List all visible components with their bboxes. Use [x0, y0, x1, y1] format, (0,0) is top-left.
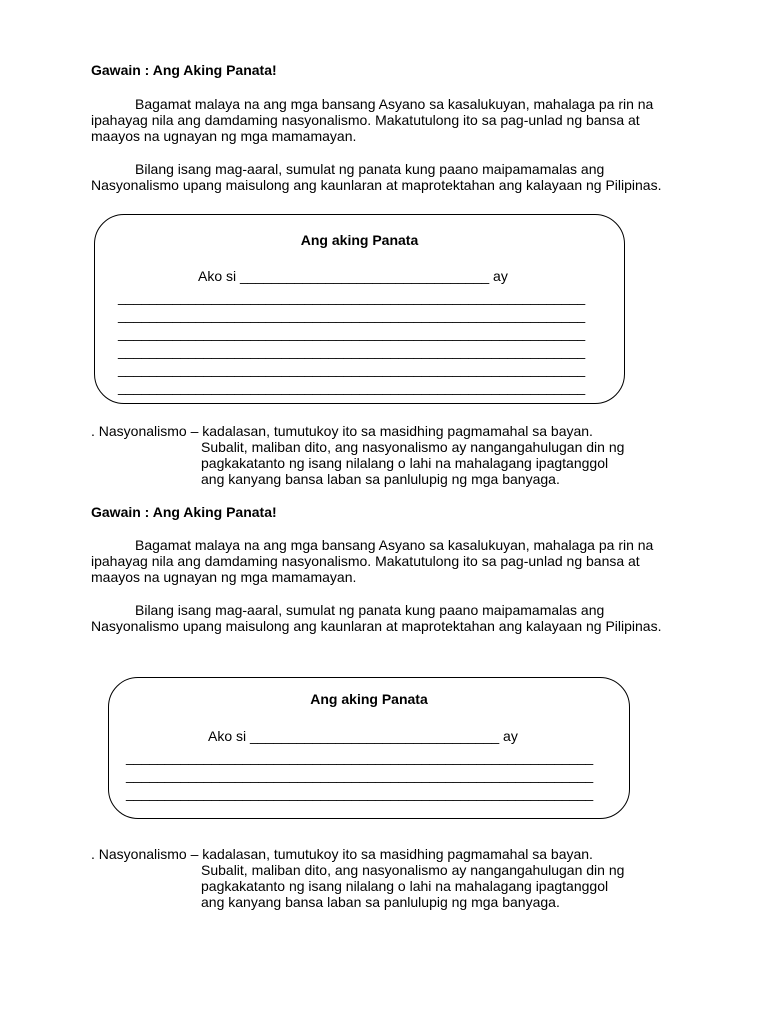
paragraph-line: Bilang isang mag-aaral, sumulat ng panata kung paano maipamamalas ang: [135, 161, 605, 177]
definition-line: pagkakatanto ng isang nilalang o lahi na mahalagang ipagtanggol: [201, 455, 609, 471]
definition-line: . Nasyonalismo – kadalasan, tumutukoy ito sa masidhing pagmamahal sa bayan.: [91, 423, 593, 439]
pledge-box-title: Ang aking Panata: [300, 232, 419, 248]
pledge-box: [108, 677, 630, 819]
pledge-box-title: Ang aking Panata: [310, 691, 428, 707]
paragraph-line: maayos na ugnayan ng mga mamamayan.: [91, 128, 357, 144]
paragraph-line: Bagamat malaya na ang mga bansang Asyano sa kasalukuyan, mahalaga pa rin na: [135, 537, 654, 553]
blank-line: ____________________________________________________________: [118, 343, 586, 359]
pledge-box: [94, 214, 625, 404]
definition-line: ang kanyang bansa laban sa panlulupig ng mga banyaga.: [201, 894, 560, 910]
paragraph-line: maayos na ugnayan ng mga mamamayan.: [91, 569, 357, 585]
blank-line: ____________________________________________________________: [126, 785, 594, 801]
paragraph-line: Nasyonalismo upang maisulong ang kaunlaran at maprotektahan ang kalayaan ng Pilipinas.: [91, 177, 662, 193]
paragraph-line: Bagamat malaya na ang mga bansang Asyano sa kasalukuyan, mahalaga pa rin na: [135, 96, 654, 112]
blank-line: ____________________________________________________________: [126, 767, 594, 783]
paragraph-line: ipahayag nila ang damdaming nasyonalismo. Makatutulong ito sa pag-unlad ng bansa at: [91, 553, 640, 569]
definition-line: pagkakatanto ng isang nilalang o lahi na mahalagang ipagtanggol: [201, 878, 609, 894]
blank-line: ____________________________________________________________: [118, 379, 586, 395]
paragraph-line: ipahayag nila ang damdaming nasyonalismo. Makatutulong ito sa pag-unlad ng bansa at: [91, 112, 640, 128]
blank-line: ____________________________________________________________: [126, 749, 594, 765]
pledge-name-line: Ako si ________________________________ ay: [208, 728, 518, 744]
blank-line: ____________________________________________________________: [118, 325, 586, 341]
blank-line: ____________________________________________________________: [118, 361, 586, 377]
definition-line: Subalit, maliban dito, ang nasyonalismo ay nangangahulugan din ng: [201, 439, 625, 455]
paragraph-line: Nasyonalismo upang maisulong ang kaunlaran at maprotektahan ang kalayaan ng Pilipinas.: [91, 618, 662, 634]
pledge-name-line: Ako si ________________________________ ay: [198, 268, 508, 284]
paragraph-line: Bilang isang mag-aaral, sumulat ng panata kung paano maipamamalas ang: [135, 602, 605, 618]
section-heading: Gawain : Ang Aking Panata!: [91, 504, 277, 520]
blank-line: ____________________________________________________________: [118, 289, 586, 305]
section-heading: Gawain : Ang Aking Panata!: [91, 62, 277, 78]
definition-line: Subalit, maliban dito, ang nasyonalismo ay nangangahulugan din ng: [201, 862, 625, 878]
definition-line: ang kanyang bansa laban sa panlulupig ng mga banyaga.: [201, 471, 560, 487]
definition-line: . Nasyonalismo – kadalasan, tumutukoy ito sa masidhing pagmamahal sa bayan.: [91, 846, 593, 862]
blank-line: ____________________________________________________________: [118, 307, 586, 323]
